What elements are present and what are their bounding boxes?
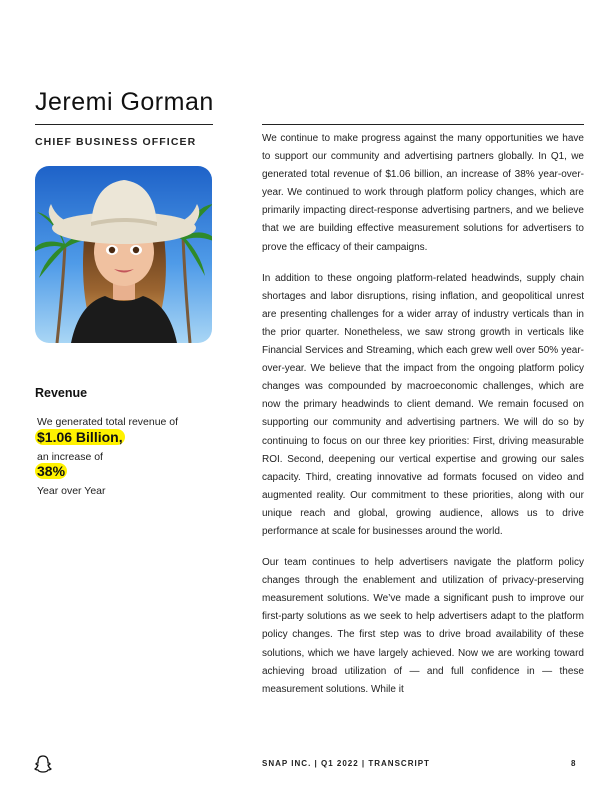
ghost-icon xyxy=(33,754,53,774)
transcript-body xyxy=(262,130,584,712)
bitmoji-avatar-image xyxy=(35,166,212,343)
revenue-value-highlight: $1.06 Billion, xyxy=(37,429,123,445)
revenue-connector-text: an increase of xyxy=(37,451,103,463)
speaker-title: CHIEF BUSINESS OFFICER xyxy=(35,136,197,148)
divider-left xyxy=(35,124,213,125)
revenue-intro-text: We generated total revenue of xyxy=(37,416,179,428)
revenue-growth-highlight: 38% xyxy=(37,463,66,479)
transcript-paragraph: In addition to these ongoing platform-related headwinds, supply chain shortages and labor disruptions, rising inflation, and geopolitical unrest are presenting challenges for a wider array of industry verticals than in the prior quarter. Nonetheless, we saw strong growth in verticals like Financial Services and Streaming, which each grew well over 50% year-over-year. We believe that the impact from the ongoing platform policy changes was compounded by macroeconomic challenges, which are now the primary headwinds to client demand. We remain focused on supporting our community and advertising partners. We will do so by continuing to focus on our three key priorities: First, driving measurable ROI. Second, deepening our vertical expertise and growing our sales capacity. Third, creating innovative ad formats focused on video and augmented reality. Our commitment to these priorities, along with our unique reach and global, growing audience, allows us to drive performance at scale for businesses around the world. xyxy=(262,272,584,537)
revenue-period-text: Year over Year xyxy=(37,485,106,497)
transcript-paragraph: We continue to make progress against the many opportunities we have to support our community and advertising partners globally. In Q1, we generated total revenue of $1.06 billion, an increase of 38% year-over-year. We continued to work through platform policy changes, which are primarily impacting direct-response advertising partners, and we believe that we are building effective measurement solutions for advertisers to prove the efficacy of their campaigns. xyxy=(262,133,584,253)
page-number: 8 xyxy=(571,759,576,768)
divider-right xyxy=(262,124,584,125)
speaker-name: Jeremi Gorman xyxy=(35,88,214,116)
transcript-paragraph: Our team continues to help advertisers navigate the platform policy changes through the enablement and utilization of privacy-preserving measurement solutions. We’ve made a significant push to improve our first-party solutions as we seek to help advertisers adapt to the platform policy changes. The first step was to drive broad availability of these solutions, which we have largely achieved. Now we are working toward achieving broad utilization of — and full confidence in — these measurement solutions. While it xyxy=(262,557,584,695)
revenue-heading: Revenue xyxy=(35,386,88,400)
footer-doc-label: SNAP INC. | Q1 2022 | TRANSCRIPT xyxy=(262,759,430,768)
